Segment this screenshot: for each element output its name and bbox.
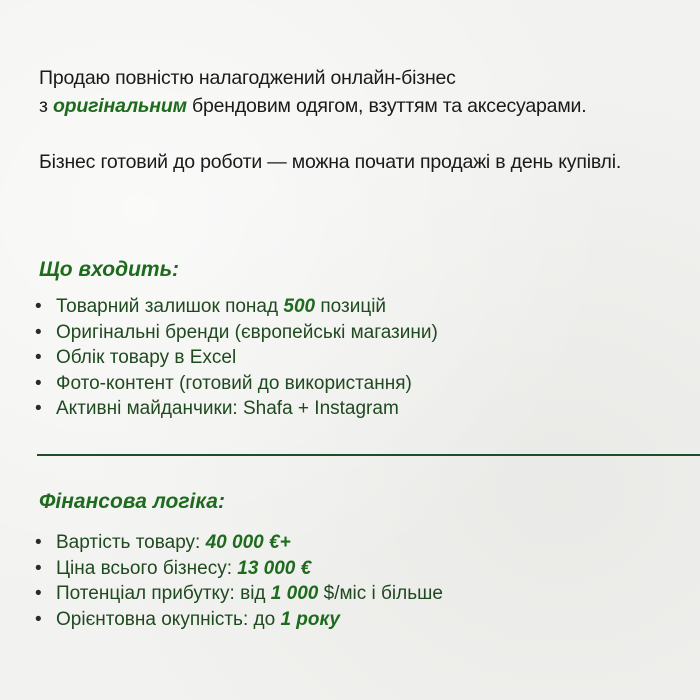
list-item: • Товарний залишок понад 500 позицій [34,294,438,320]
list-item: • Потенціал прибутку: від 1 000 $/міс і більше [34,581,443,607]
finance-list [34,530,443,632]
list-item: • Оригінальні бренди (європейські магазини) [34,320,438,346]
list-item: • Активні майданчики: Shafa + Instagram [34,396,438,422]
intro-line-2-pre: з [39,95,53,117]
list-item: • Фото-контент (готовий до використання) [34,371,438,397]
included-list [34,294,438,422]
included-heading: Що входить: [39,258,180,281]
intro-paragraph-1 [39,64,679,120]
original-emphasis: оригінальним [52,95,187,117]
finance-heading: Фінансова логіка: [39,490,225,513]
intro-line-1: Продаю повністю налагоджений онлайн-бізнес [39,67,456,89]
list-item: • Орієнтовна окупність: до 1 року [34,607,443,633]
list-item: • Ціна всього бізнесу: 13 000 € [34,556,443,582]
section-divider [37,454,700,456]
list-item: • Вартість товару: 40 000 €+ [34,530,443,556]
intro-line-2-post: брендовим одягом, взуттям та аксесуарами. [186,95,587,117]
list-item: • Облік товару в Excel [34,345,438,371]
intro-paragraph-2: Бізнес готовий до роботи — можна почати продажі в день купівлі. [39,151,622,173]
intro-text [39,64,679,176]
